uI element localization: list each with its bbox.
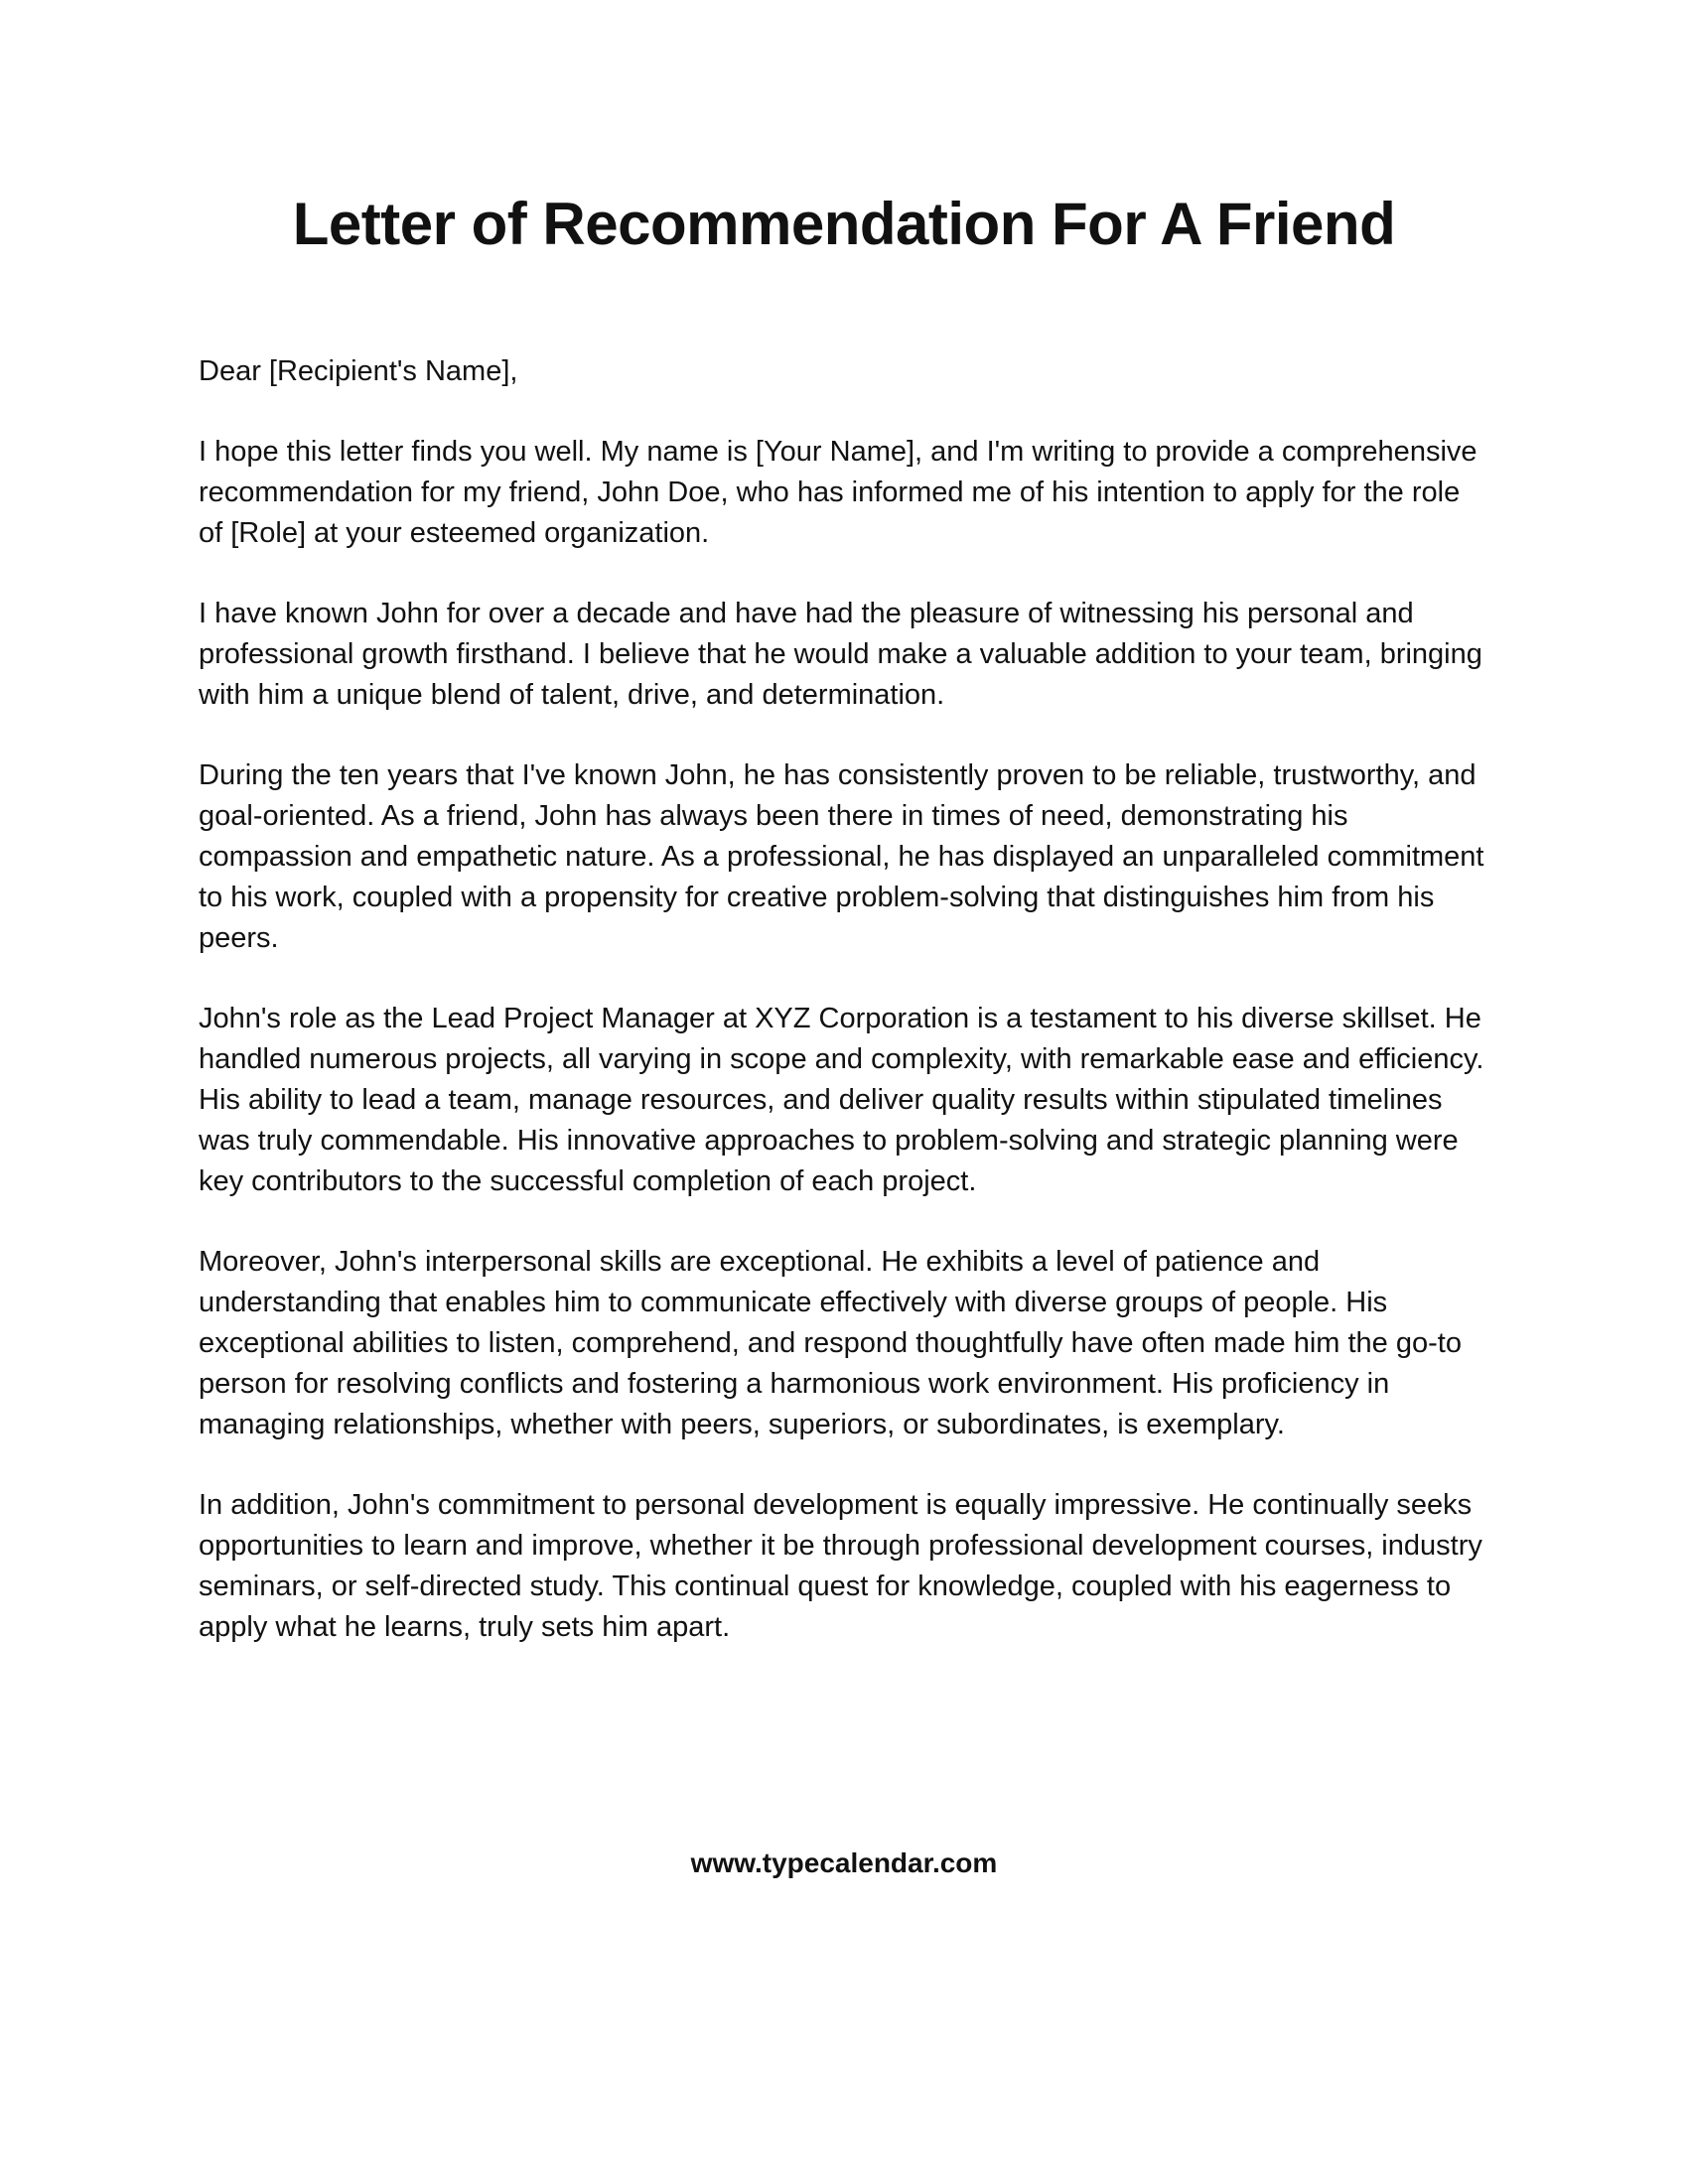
paragraph-character: During the ten years that I've known John, he has consistently proven to be reliable, trustworthy, and goal-oriented. As a friend, John has always been there in times of need, demonstrating his compassion and empathetic nature. As a professional, he has displayed an unparalleled commitment to his work, coupled with a propensity for creative problem-solving that distinguishes him from his peers. (199, 759, 1484, 954)
letter-title: Letter of Recommendation For A Friend (292, 191, 1396, 257)
paragraph-personal-development: In addition, John's commitment to personal development is equally impressive. He continually seeks opportunities to learn and improve, whether it be through professional development courses, industry seminars, or self-directed study. This continual quest for knowledge, coupled with his eagerness to apply what he learns, truly sets him apart. (199, 1489, 1482, 1643)
footer-website-link[interactable]: www.typecalendar.com (690, 1847, 998, 1878)
paragraph-professional-role: John's role as the Lead Project Manager at XYZ Corporation is a testament to his diverse skillset. He handled numerous projects, all varying in scope and complexity, with remarkable ease and efficiency. His ability to lead a team, manage resources, and deliver quality results within stipulated timelines was truly commendable. His innovative approaches to problem-solving and strategic planning were key contributors to the successful completion of each project. (199, 1003, 1484, 1197)
paragraph-interpersonal-skills: Moreover, John's interpersonal skills are exceptional. He exhibits a level of patience and understanding that enables him to communicate effectively with diverse groups of people. His exceptional abilities to listen, comprehend, and respond thoughtfully have often made him the go-to person for resolving conflicts and fostering a harmonious work environment. His proficiency in managing relationships, whether with peers, superiors, or subordinates, is exemplary. (199, 1246, 1462, 1440)
paragraph-acquaintance: I have known John for over a decade and have had the pleasure of witnessing his personal and professional growth firsthand. I believe that he would make a valuable addition to your team, bringing with him a unique blend of talent, drive, and determination. (199, 598, 1482, 711)
letter-body (199, 351, 1489, 1688)
salutation: Dear [Recipient's Name], (199, 355, 518, 387)
paragraph-intro: I hope this letter finds you well. My name is [Your Name], and I'm writing to provide a comprehensive recommendation for my friend, John Doe, who has informed me of his intention to apply for the role of [Role] at your esteemed organization. (199, 436, 1477, 549)
